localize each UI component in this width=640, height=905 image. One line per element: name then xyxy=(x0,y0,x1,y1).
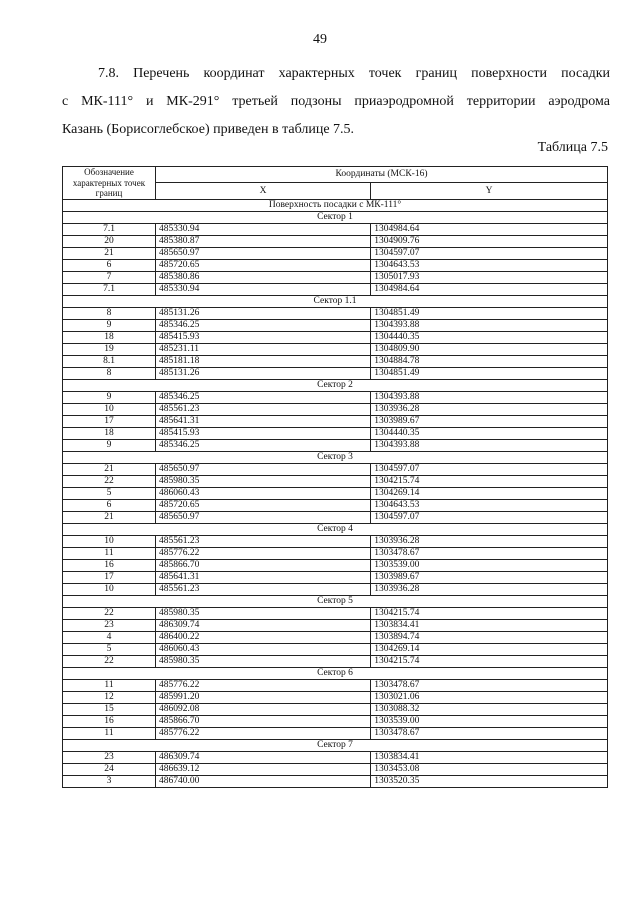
y-coordinate-cell: 1305017.93 xyxy=(371,271,608,283)
point-id-cell: 22 xyxy=(63,475,156,487)
table-row xyxy=(63,607,608,619)
y-coordinate-cell: 1304643.53 xyxy=(371,259,608,271)
x-coordinate-cell: 486092.08 xyxy=(156,703,371,715)
table-row xyxy=(63,247,608,259)
sector-title: Сектор 3 xyxy=(63,451,608,463)
table-row xyxy=(63,307,608,319)
sector-title: Сектор 1.1 xyxy=(63,295,608,307)
x-coordinate-cell: 485181.18 xyxy=(156,355,371,367)
y-coordinate-cell: 1304884.78 xyxy=(371,355,608,367)
point-id-cell: 10 xyxy=(63,535,156,547)
x-coordinate-cell: 485866.70 xyxy=(156,715,371,727)
table-row xyxy=(63,391,608,403)
y-coordinate-cell: 1303936.28 xyxy=(371,403,608,415)
x-coordinate-cell: 485980.35 xyxy=(156,655,371,667)
point-id-cell: 21 xyxy=(63,463,156,475)
x-coordinate-cell: 486309.74 xyxy=(156,619,371,631)
x-coordinate-cell: 485980.35 xyxy=(156,475,371,487)
x-coordinate-cell: 486060.43 xyxy=(156,487,371,499)
header-y: Y xyxy=(371,183,608,199)
x-coordinate-cell: 485720.65 xyxy=(156,259,371,271)
table-row xyxy=(63,631,608,643)
point-id-cell: 16 xyxy=(63,559,156,571)
x-coordinate-cell: 485415.93 xyxy=(156,331,371,343)
x-coordinate-cell: 486740.00 xyxy=(156,775,371,787)
paragraph-line-3: Казань (Борисоглебское) приведен в таблице 7.5. xyxy=(62,122,355,137)
x-coordinate-cell: 486400.22 xyxy=(156,631,371,643)
sector-title: Сектор 5 xyxy=(63,595,608,607)
sector-row xyxy=(63,523,608,535)
y-coordinate-cell: 1304984.64 xyxy=(371,223,608,235)
table-row xyxy=(63,235,608,247)
table-row xyxy=(63,703,608,715)
x-coordinate-cell: 486060.43 xyxy=(156,643,371,655)
x-coordinate-cell: 485330.94 xyxy=(156,283,371,295)
sector-row xyxy=(63,667,608,679)
point-id-cell: 8 xyxy=(63,307,156,319)
y-coordinate-cell: 1303989.67 xyxy=(371,415,608,427)
table-row xyxy=(63,367,608,379)
point-id-cell: 6 xyxy=(63,499,156,511)
sector-title: Сектор 7 xyxy=(63,739,608,751)
table-row xyxy=(63,559,608,571)
x-coordinate-cell: 485641.31 xyxy=(156,571,371,583)
point-id-cell: 16 xyxy=(63,715,156,727)
y-coordinate-cell: 1303539.00 xyxy=(371,559,608,571)
y-coordinate-cell: 1304597.07 xyxy=(371,463,608,475)
y-coordinate-cell: 1304597.07 xyxy=(371,247,608,259)
table-caption: Таблица 7.5 xyxy=(537,140,608,155)
page-number: 49 xyxy=(313,32,327,47)
y-coordinate-cell: 1303478.67 xyxy=(371,727,608,739)
y-coordinate-cell: 1304215.74 xyxy=(371,655,608,667)
table-row xyxy=(63,691,608,703)
table-row xyxy=(63,355,608,367)
table-row xyxy=(63,319,608,331)
y-coordinate-cell: 1304984.64 xyxy=(371,283,608,295)
x-coordinate-cell: 485650.97 xyxy=(156,463,371,475)
y-coordinate-cell: 1303478.67 xyxy=(371,547,608,559)
header-coordinates: Координаты (МСК-16) xyxy=(156,167,608,183)
y-coordinate-cell: 1304643.53 xyxy=(371,499,608,511)
y-coordinate-cell: 1304851.49 xyxy=(371,307,608,319)
point-id-cell: 23 xyxy=(63,751,156,763)
y-coordinate-cell: 1304393.88 xyxy=(371,439,608,451)
y-coordinate-cell: 1303834.41 xyxy=(371,619,608,631)
y-coordinate-cell: 1304809.90 xyxy=(371,343,608,355)
y-coordinate-cell: 1303021.06 xyxy=(371,691,608,703)
x-coordinate-cell: 485131.26 xyxy=(156,367,371,379)
table-row xyxy=(63,427,608,439)
table-body xyxy=(63,199,608,787)
point-id-cell: 12 xyxy=(63,691,156,703)
sector-title: Сектор 6 xyxy=(63,667,608,679)
table-row xyxy=(63,283,608,295)
table-row xyxy=(63,619,608,631)
sector-title: Сектор 4 xyxy=(63,523,608,535)
point-id-cell: 23 xyxy=(63,619,156,631)
y-coordinate-cell: 1303894.74 xyxy=(371,631,608,643)
coordinates-table xyxy=(62,166,608,788)
x-coordinate-cell: 486639.12 xyxy=(156,763,371,775)
table-row xyxy=(63,463,608,475)
table-row xyxy=(63,751,608,763)
x-coordinate-cell: 486309.74 xyxy=(156,751,371,763)
header-x: X xyxy=(156,183,371,199)
y-coordinate-cell: 1303088.32 xyxy=(371,703,608,715)
point-id-cell: 5 xyxy=(63,487,156,499)
y-coordinate-cell: 1304440.35 xyxy=(371,427,608,439)
point-id-cell: 5 xyxy=(63,643,156,655)
sector-row xyxy=(63,451,608,463)
x-coordinate-cell: 485346.25 xyxy=(156,319,371,331)
y-coordinate-cell: 1303834.41 xyxy=(371,751,608,763)
table-row xyxy=(63,775,608,787)
point-id-cell: 18 xyxy=(63,331,156,343)
point-id-cell: 22 xyxy=(63,607,156,619)
y-coordinate-cell: 1303453.08 xyxy=(371,763,608,775)
table-row xyxy=(63,259,608,271)
point-id-cell: 9 xyxy=(63,439,156,451)
y-coordinate-cell: 1303539.00 xyxy=(371,715,608,727)
x-coordinate-cell: 485330.94 xyxy=(156,223,371,235)
x-coordinate-cell: 485980.35 xyxy=(156,607,371,619)
point-id-cell: 20 xyxy=(63,235,156,247)
point-id-cell: 7 xyxy=(63,271,156,283)
x-coordinate-cell: 485346.25 xyxy=(156,391,371,403)
y-coordinate-cell: 1304393.88 xyxy=(371,391,608,403)
paragraph-line-2: с МК-111° и МК-291° третьей подзоны приаэродромной территории аэродрома xyxy=(62,94,610,109)
table-row xyxy=(63,475,608,487)
table-row xyxy=(63,487,608,499)
point-id-cell: 10 xyxy=(63,403,156,415)
sector-row xyxy=(63,295,608,307)
point-id-cell: 7.1 xyxy=(63,223,156,235)
point-id-cell: 7.1 xyxy=(63,283,156,295)
x-coordinate-cell: 485650.97 xyxy=(156,247,371,259)
y-coordinate-cell: 1304393.88 xyxy=(371,319,608,331)
table-row xyxy=(63,547,608,559)
point-id-cell: 17 xyxy=(63,415,156,427)
y-coordinate-cell: 1303989.67 xyxy=(371,571,608,583)
y-coordinate-cell: 1303478.67 xyxy=(371,679,608,691)
point-id-cell: 9 xyxy=(63,319,156,331)
x-coordinate-cell: 485866.70 xyxy=(156,559,371,571)
table-row xyxy=(63,331,608,343)
y-coordinate-cell: 1303520.35 xyxy=(371,775,608,787)
header-point-designation: Обозначение характерных точек границ xyxy=(63,167,156,200)
point-id-cell: 21 xyxy=(63,247,156,259)
table-row xyxy=(63,727,608,739)
point-id-cell: 6 xyxy=(63,259,156,271)
x-coordinate-cell: 485776.22 xyxy=(156,547,371,559)
point-id-cell: 9 xyxy=(63,391,156,403)
y-coordinate-cell: 1304269.14 xyxy=(371,487,608,499)
point-id-cell: 21 xyxy=(63,511,156,523)
y-coordinate-cell: 1304597.07 xyxy=(371,511,608,523)
sector-title: Сектор 2 xyxy=(63,379,608,391)
sector-title: Сектор 1 xyxy=(63,211,608,223)
y-coordinate-cell: 1304851.49 xyxy=(371,367,608,379)
x-coordinate-cell: 485346.25 xyxy=(156,439,371,451)
table-row xyxy=(63,763,608,775)
point-id-cell: 24 xyxy=(63,763,156,775)
y-coordinate-cell: 1303936.28 xyxy=(371,535,608,547)
y-coordinate-cell: 1304215.74 xyxy=(371,607,608,619)
sector-row xyxy=(63,211,608,223)
sector-row xyxy=(63,379,608,391)
surface-title: Поверхность посадки с МК-111° xyxy=(63,199,608,211)
point-id-cell: 22 xyxy=(63,655,156,667)
x-coordinate-cell: 485231.11 xyxy=(156,343,371,355)
y-coordinate-cell: 1304909.76 xyxy=(371,235,608,247)
x-coordinate-cell: 485991.20 xyxy=(156,691,371,703)
x-coordinate-cell: 485561.23 xyxy=(156,583,371,595)
table-row xyxy=(63,271,608,283)
table-row xyxy=(63,535,608,547)
x-coordinate-cell: 485131.26 xyxy=(156,307,371,319)
x-coordinate-cell: 485380.87 xyxy=(156,235,371,247)
point-id-cell: 11 xyxy=(63,679,156,691)
table-row xyxy=(63,583,608,595)
sector-row xyxy=(63,595,608,607)
y-coordinate-cell: 1303936.28 xyxy=(371,583,608,595)
y-coordinate-cell: 1304440.35 xyxy=(371,331,608,343)
point-id-cell: 18 xyxy=(63,427,156,439)
table-row xyxy=(63,415,608,427)
table-row xyxy=(63,499,608,511)
point-id-cell: 8.1 xyxy=(63,355,156,367)
table-row xyxy=(63,571,608,583)
y-coordinate-cell: 1304215.74 xyxy=(371,475,608,487)
x-coordinate-cell: 485415.93 xyxy=(156,427,371,439)
table-row xyxy=(63,655,608,667)
paragraph-line-1: 7.8. Перечень координат характерных точек границ поверхности посадки xyxy=(98,66,610,81)
sector-row xyxy=(63,739,608,751)
point-id-cell: 19 xyxy=(63,343,156,355)
x-coordinate-cell: 485776.22 xyxy=(156,727,371,739)
x-coordinate-cell: 485720.65 xyxy=(156,499,371,511)
point-id-cell: 8 xyxy=(63,367,156,379)
x-coordinate-cell: 485561.23 xyxy=(156,535,371,547)
table-row xyxy=(63,511,608,523)
table-row xyxy=(63,439,608,451)
point-id-cell: 11 xyxy=(63,547,156,559)
x-coordinate-cell: 485380.86 xyxy=(156,271,371,283)
table-row xyxy=(63,403,608,415)
point-id-cell: 15 xyxy=(63,703,156,715)
x-coordinate-cell: 485650.97 xyxy=(156,511,371,523)
x-coordinate-cell: 485561.23 xyxy=(156,403,371,415)
point-id-cell: 11 xyxy=(63,727,156,739)
point-id-cell: 17 xyxy=(63,571,156,583)
y-coordinate-cell: 1304269.14 xyxy=(371,643,608,655)
point-id-cell: 10 xyxy=(63,583,156,595)
point-id-cell: 3 xyxy=(63,775,156,787)
table-row xyxy=(63,643,608,655)
table-row xyxy=(63,715,608,727)
x-coordinate-cell: 485776.22 xyxy=(156,679,371,691)
point-id-cell: 4 xyxy=(63,631,156,643)
table-row xyxy=(63,679,608,691)
x-coordinate-cell: 485641.31 xyxy=(156,415,371,427)
table-row xyxy=(63,343,608,355)
table-row xyxy=(63,223,608,235)
